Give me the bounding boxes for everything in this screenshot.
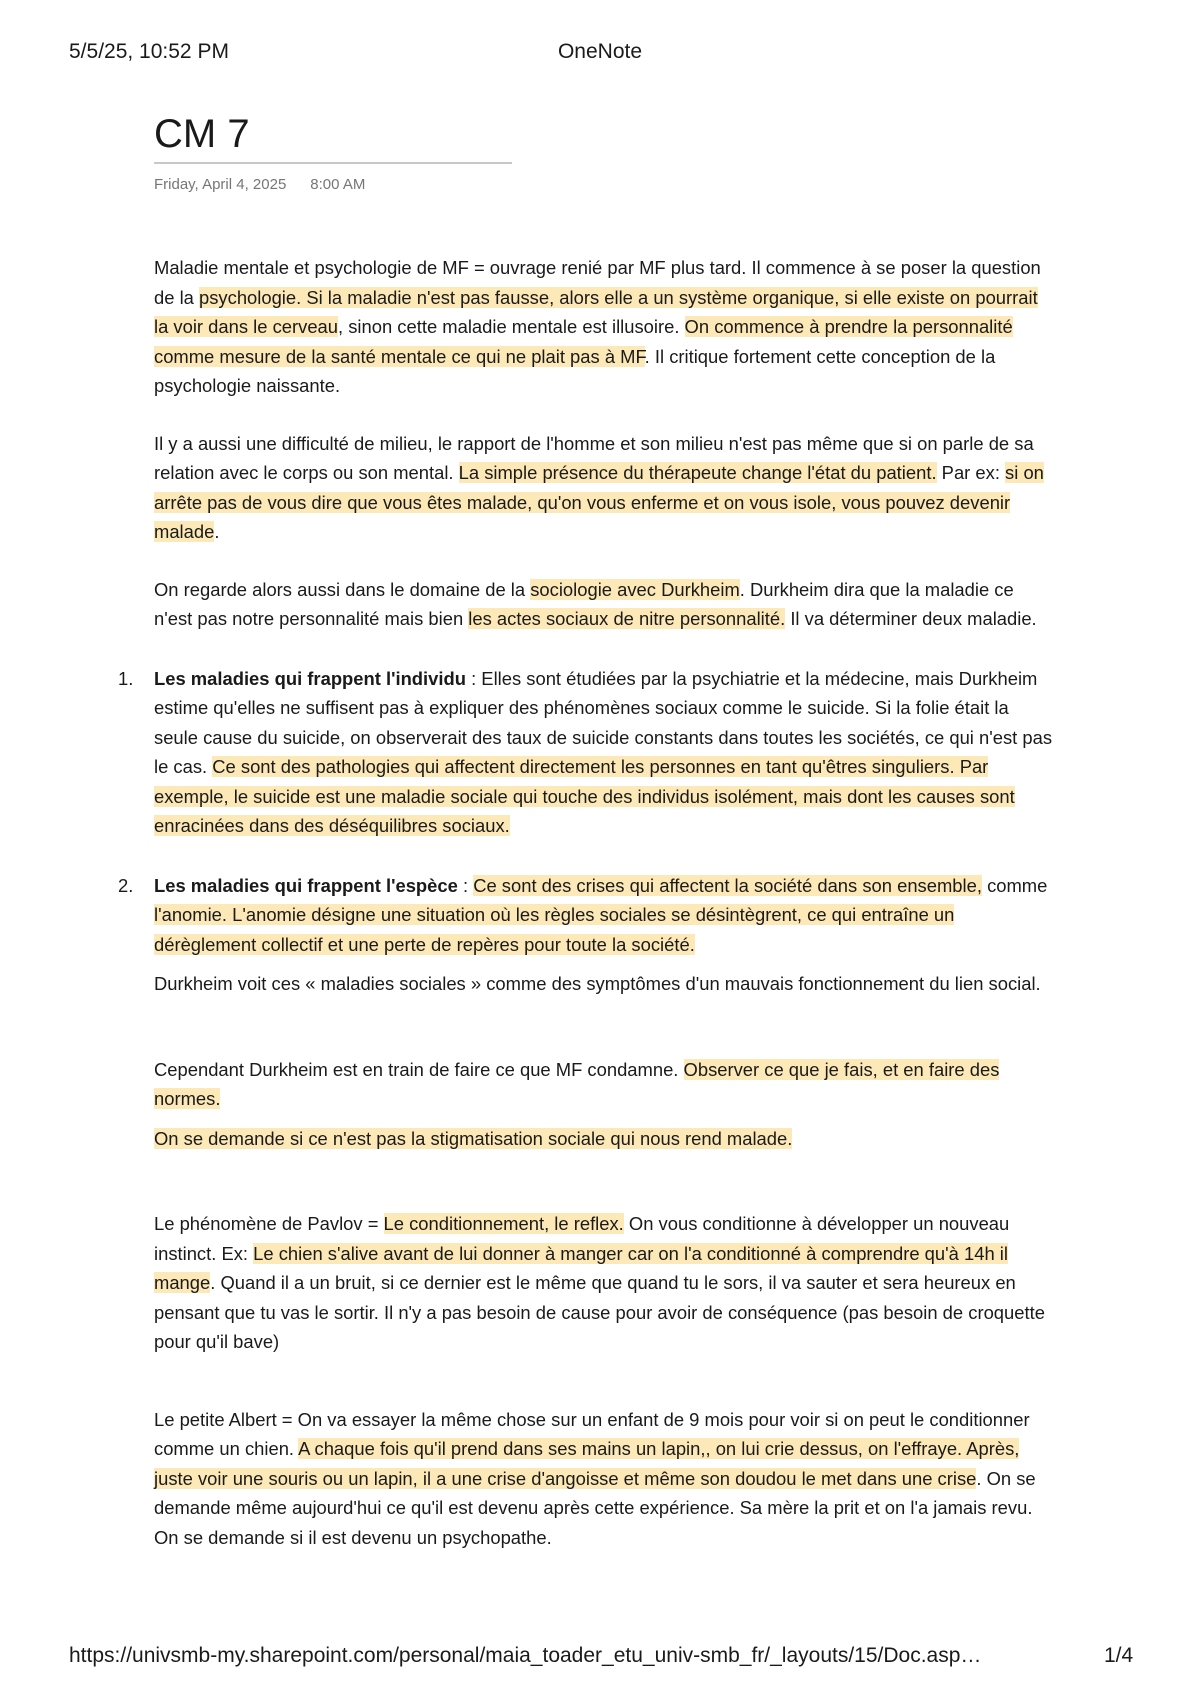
paragraph-milieu — [154, 429, 1054, 547]
text-run: Maladie mentale et psychologie de MF = ouvrage renié par MF plus tard. Il commence à se poser la question de la — [154, 257, 1041, 308]
highlighted-text: Ce sont des pathologies qui affectent directement les personnes en tant qu'êtres singuliers. Par exemple, le suicide est une maladie sociale qui touche des individus isolément, mais dont les causes sont enracinées dans des déséquilibres sociaux. — [154, 756, 1015, 836]
list-item-heading: Les maladies qui frappent l'individu — [154, 667, 466, 689]
text-run: : Elles sont étudiées par la psychiatrie et la médecine, mais Durkheim estime qu'elles ne suffisent pas à expliquer des phénomènes sociaux comme le suicide. Si la folie était la seule cause du suicide, on observerait des taux de suicide constants dans toutes les sociétés, ce qui n'est pas le cas. — [154, 667, 1053, 777]
text-run: comme — [981, 874, 1048, 896]
text-run: Il y a aussi une difficulté de milieu, le rapport de l'homme et son milieu n'est pas même que si on parle de sa relation avec le corps ou son mental. — [154, 432, 1034, 483]
highlighted-text: sociologie avec Durkheim — [530, 578, 740, 600]
paragraph-pavlov — [154, 1209, 1054, 1357]
highlighted-text: Le chien s'alive avant de lui donner à manger car on l'a conditionné à comprendre qu'à 14h il mange — [154, 1242, 1008, 1293]
note-content — [118, 253, 1054, 1552]
highlighted-text: La simple présence du thérapeute change l'état du patient. — [458, 462, 937, 483]
page-meta — [154, 176, 365, 193]
highlighted-text: Observer ce que je fais, et en faire des normes. — [154, 1058, 1000, 1109]
highlighted-text: Le conditionnement, le reflex. — [383, 1213, 624, 1234]
highlighted-text: A chaque fois qu'il prend dans ses mains un lapin,, on lui crie dessus, on l'effraye. Après, juste voir une souris ou un lapin, il a une crise d'angoisse et même son doudou le met dans une crise — [154, 1438, 1020, 1489]
page-time: 8:00 AM — [310, 176, 366, 193]
list-item-heading: Les maladies qui frappent l'espèce — [154, 874, 458, 896]
text-run: On vous conditionne à développer un nouveau instinct. Ex: — [154, 1213, 1010, 1264]
text-run: . Durkheim dira que la maladie ce n'est pas notre personnalité mais bien — [154, 578, 1014, 629]
highlighted-text: les actes sociaux de nitre personnalité. — [468, 608, 786, 629]
text-run: On regarde alors aussi dans le domaine de la — [154, 578, 531, 600]
list-item — [118, 664, 1054, 841]
page-title: CM 7 — [154, 112, 250, 156]
highlighted-text: On se demande si ce n'est pas la stigmatisation sociale qui nous rend malade. — [154, 1127, 793, 1149]
maladies-list — [118, 664, 1054, 960]
paragraph-stigmatisation — [154, 1124, 1054, 1154]
print-app-name: OneNote — [557, 40, 643, 63]
text-run: . Il critique fortement cette conception de la psychologie naissante. — [154, 345, 996, 396]
highlighted-text: si on arrête pas de vous dire que vous êtes malade, qu'on vous enferme et on vous isole, vous pouvez devenir malade — [154, 462, 1044, 542]
list-item — [118, 871, 1054, 960]
list-number: 1. — [118, 667, 134, 689]
page-counter: 1/4 — [1104, 1644, 1134, 1667]
list-number: 2. — [118, 874, 134, 896]
highlighted-text: l'anomie. L'anomie désigne une situation où les règles sociales se désintègrent, ce qui entraîne un dérèglement collectif et une perte de repères pour toute la société. — [154, 904, 955, 955]
paragraph-maladie-mentale — [154, 253, 1054, 401]
print-url: https://univsmb-my.sharepoint.com/personal/maia_toader_etu_univ-smb_fr/_layouts/15/Doc.asp… — [69, 1644, 982, 1667]
print-datetime: 5/5/25, 10:52 PM — [69, 40, 229, 63]
paragraph-maladies-sociales: Durkheim voit ces « maladies sociales » comme des symptômes d'un mauvais fonctionnement du lien social. — [154, 973, 1041, 994]
page-date: Friday, April 4, 2025 — [154, 176, 287, 193]
text-run: . Quand il a un bruit, si ce dernier est le même que quand tu le sors, il va sauter et sera heureux en pensant que tu vas le sortir. Il n'y a pas besoin de cause pour avoir de conséquence (pas besoin de croquette pour qu'il bave) — [154, 1272, 1045, 1352]
text-run: Il va déterminer deux maladie. — [785, 608, 1037, 629]
paragraph-cependant — [154, 1055, 1054, 1114]
paragraph-durkheim — [154, 575, 1054, 634]
title-underline — [154, 162, 512, 164]
text-run: : — [457, 874, 474, 896]
text-run: Le petite Albert = On va essayer la même chose sur un enfant de 9 mois pour voir si on peut le conditionner comme un chien. — [154, 1408, 1030, 1459]
text-run: , sinon cette maladie mentale est illusoire. — [338, 316, 685, 337]
highlighted-text: Ce sont des crises qui affectent la société dans son ensemble, — [473, 874, 982, 896]
text-run: Le phénomène de Pavlov = — [154, 1213, 384, 1234]
text-run: . — [214, 521, 220, 542]
text-run: . On se demande même aujourd'hui ce qu'il est devenu après cette expérience. Sa mère la prit et on l'a jamais revu. On se demande si il est devenu un psychopathe. — [154, 1467, 1036, 1548]
paragraph-petit-albert — [154, 1405, 1054, 1553]
text-run: Cependant Durkheim est en train de faire ce que MF condamne. — [154, 1058, 684, 1080]
highlighted-text: On commence à prendre la personnalité comme mesure de la santé mentale ce qui ne plait pas à MF — [154, 316, 1013, 367]
highlighted-text: psychologie. Si la maladie n'est pas fausse, alors elle a un système organique, si elle existe on pourrait la voir dans le cerveau — [154, 286, 1038, 337]
print-header — [0, 40, 1200, 66]
text-run: Par ex: — [936, 462, 1006, 483]
